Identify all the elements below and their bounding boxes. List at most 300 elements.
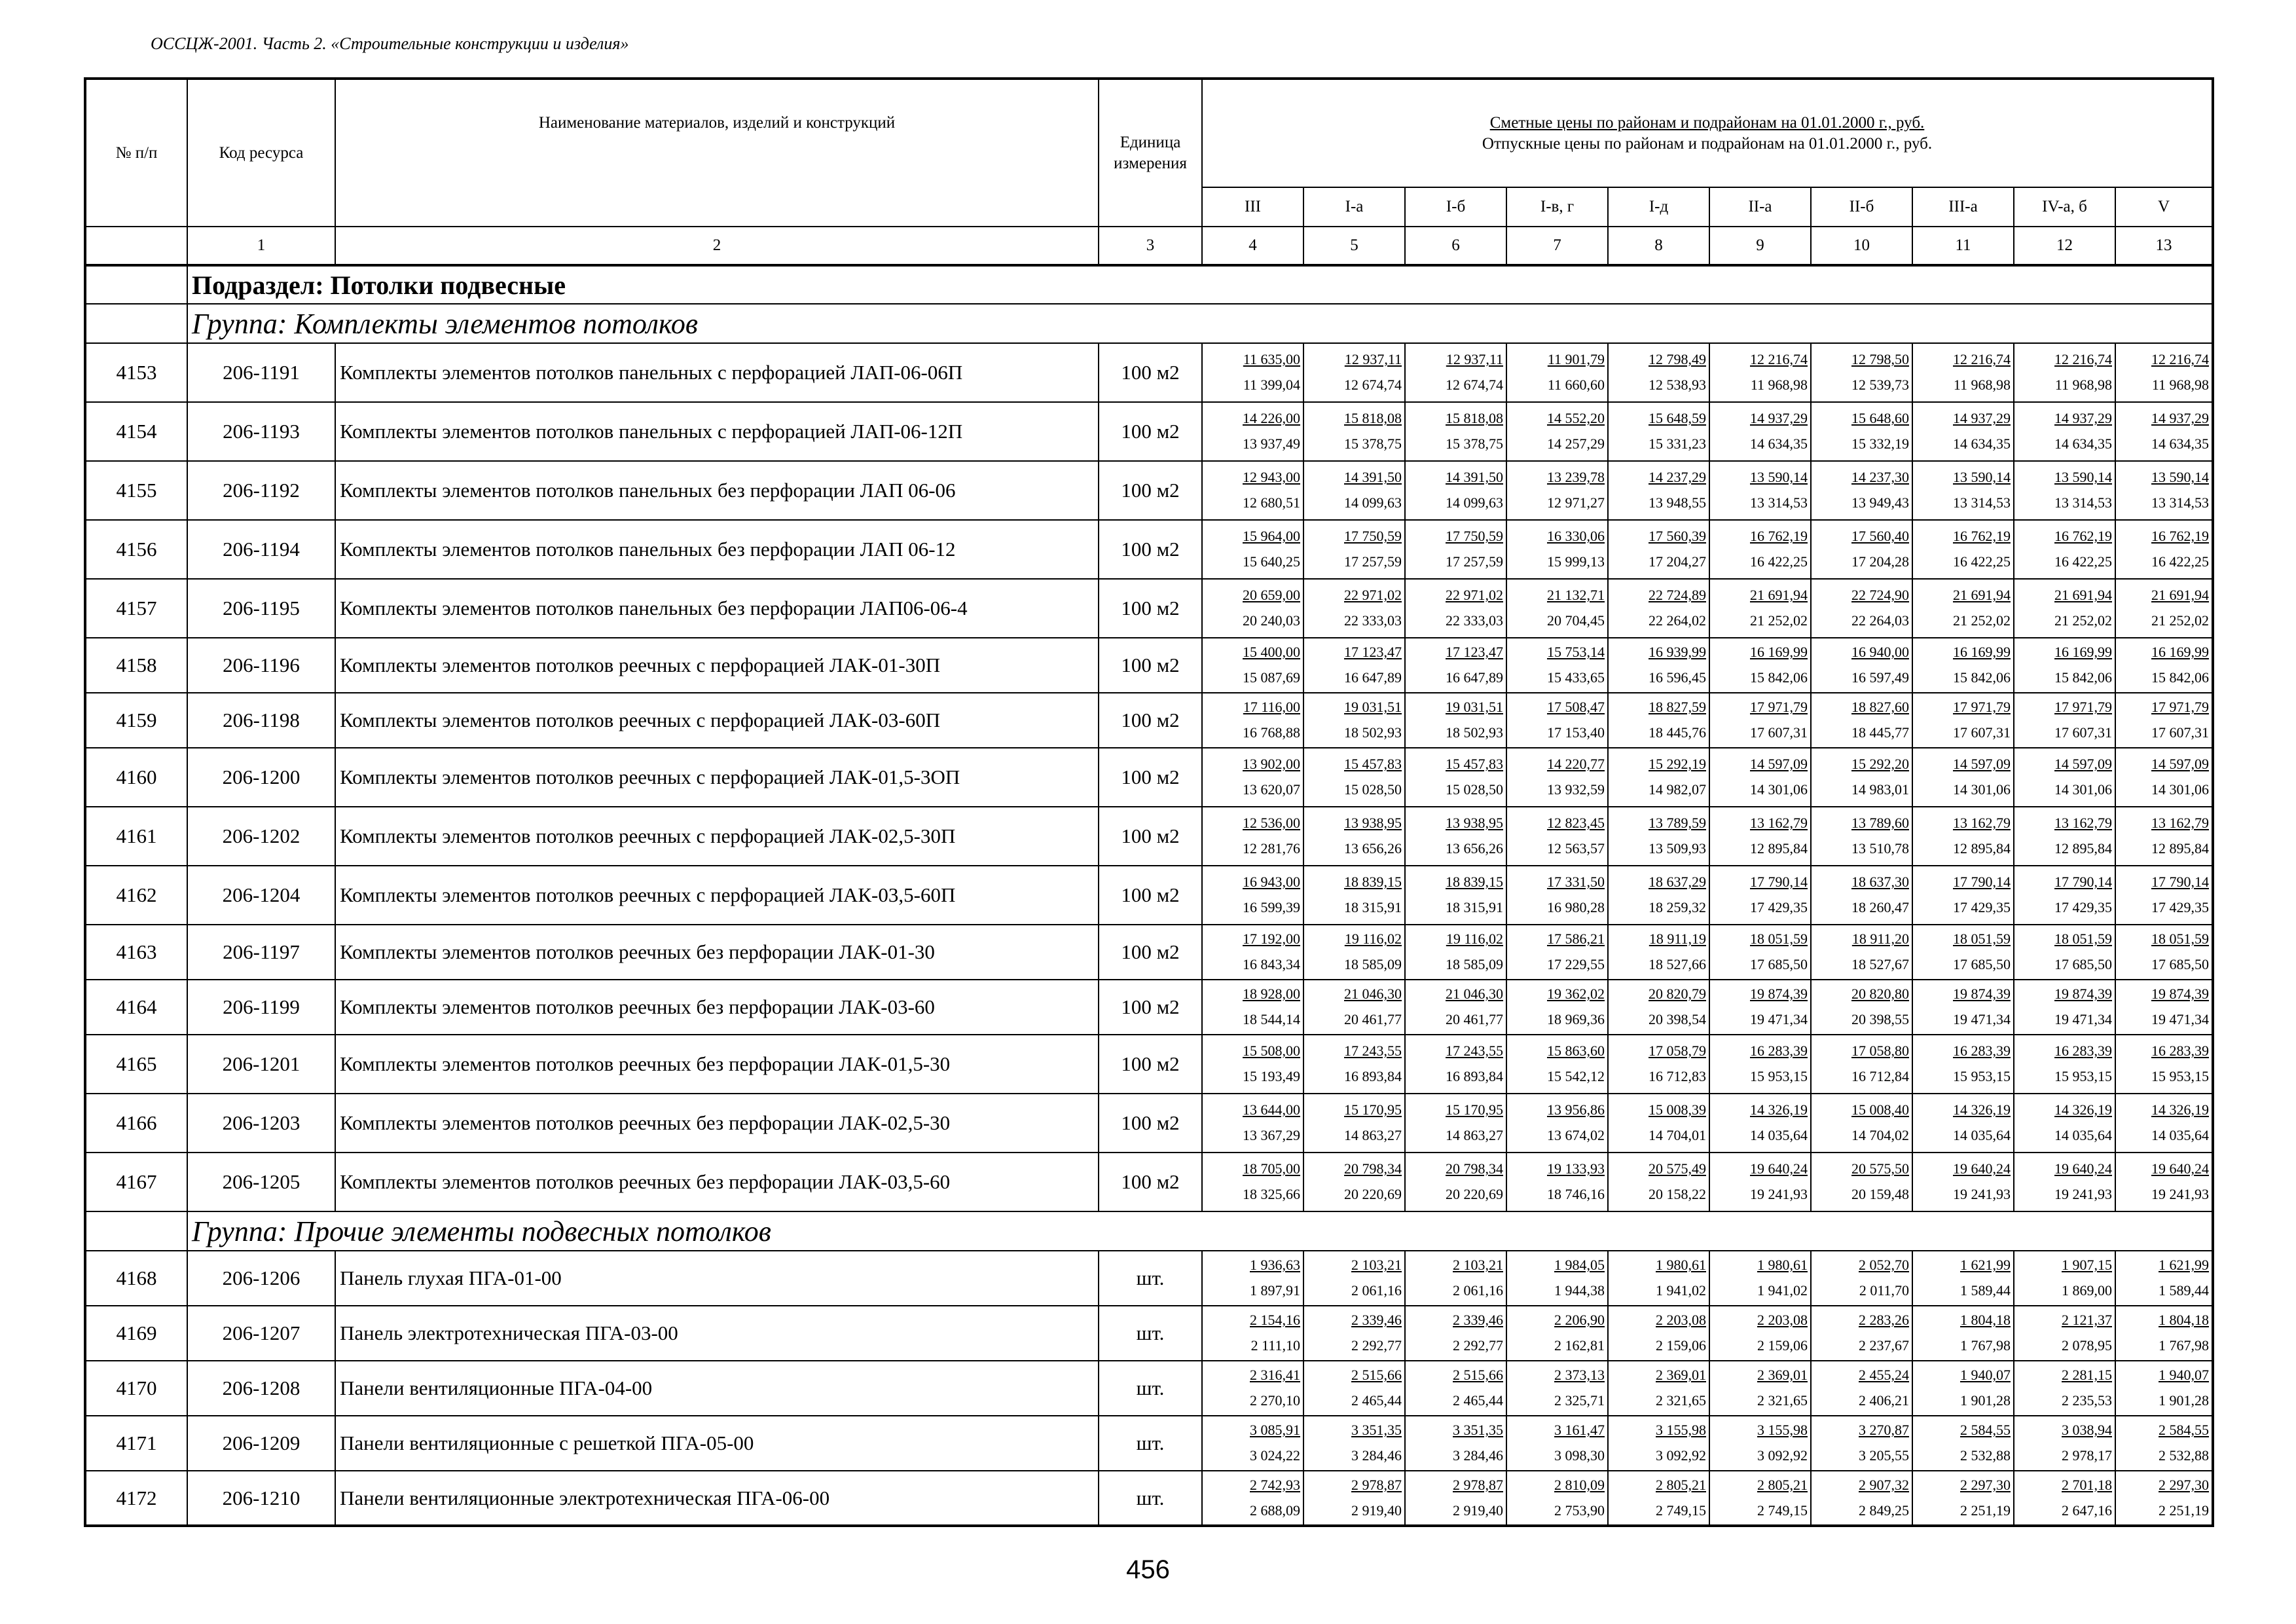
row-number: 4163 <box>85 925 187 980</box>
row-number: 4166 <box>85 1094 187 1153</box>
estimate-price: 13 644,00 <box>1243 1101 1300 1118</box>
unit-cell: 100 м2 <box>1099 980 1202 1035</box>
column-number: 9 <box>1709 227 1811 265</box>
estimate-price: 17 243,55 <box>1344 1043 1402 1060</box>
release-price: 14 035,64 <box>1953 1127 2011 1143</box>
price-cell <box>1303 1035 1405 1094</box>
estimate-price: 20 798,34 <box>1446 1160 1503 1177</box>
estimate-price: 16 283,39 <box>1953 1043 2011 1060</box>
column-number: 3 <box>1099 227 1202 265</box>
unit-cell: 100 м2 <box>1099 402 1202 461</box>
release-price: 16 647,89 <box>1446 669 1503 686</box>
release-price: 2 688,09 <box>1250 1502 1300 1519</box>
release-price: 22 264,03 <box>1851 612 1909 629</box>
price-cell <box>1506 1306 1608 1361</box>
region-header: II-б <box>1811 187 1912 227</box>
price-cell <box>1506 1153 1608 1211</box>
price-cell <box>1811 402 1912 461</box>
estimate-price: 17 971,79 <box>1953 699 2011 716</box>
row-number: 4167 <box>85 1153 187 1211</box>
estimate-price: 1 621,99 <box>1960 1257 2011 1274</box>
estimate-price: 18 839,15 <box>1446 874 1503 891</box>
estimate-price: 14 326,19 <box>1953 1101 2011 1118</box>
item-name: Комплекты элементов потолков реечных без перфорации ЛАК-02,5-30 <box>335 1094 1099 1153</box>
release-price: 20 461,77 <box>1344 1011 1402 1027</box>
row-number: 4172 <box>85 1471 187 1526</box>
release-price: 22 333,03 <box>1344 612 1402 629</box>
release-price: 1 941,02 <box>1656 1282 1706 1299</box>
price-cell <box>1709 1094 1811 1153</box>
col-header-code: Код ресурса <box>187 79 335 227</box>
table-row <box>85 579 2213 638</box>
estimate-price: 16 169,99 <box>2054 644 2112 661</box>
release-price: 19 471,34 <box>1750 1011 1808 1027</box>
price-cell <box>2115 1035 2213 1094</box>
price-cell <box>1506 343 1608 402</box>
estimate-price: 2 297,30 <box>1960 1476 2011 1493</box>
estimate-price: 19 874,39 <box>1953 986 2011 1003</box>
estimate-price: 1 936,63 <box>1250 1257 1300 1274</box>
release-price: 3 284,46 <box>1453 1447 1503 1464</box>
release-price: 2 532,88 <box>2159 1447 2210 1464</box>
table-row <box>85 980 2213 1035</box>
release-price: 1 589,44 <box>1960 1282 2011 1299</box>
estimate-price: 13 938,95 <box>1446 815 1503 832</box>
release-price: 16 596,45 <box>1649 669 1706 686</box>
estimate-price: 2 203,08 <box>1757 1312 1808 1329</box>
price-cell <box>1811 1153 1912 1211</box>
release-price: 14 301,06 <box>1953 781 2011 798</box>
estimate-price: 2 339,46 <box>1453 1312 1503 1329</box>
release-price: 14 099,63 <box>1344 494 1402 511</box>
estimate-price: 19 133,93 <box>1547 1160 1605 1177</box>
price-cell <box>1303 1094 1405 1153</box>
release-price: 16 893,84 <box>1446 1068 1503 1084</box>
price-cell <box>1506 638 1608 693</box>
price-cell <box>1405 638 1506 693</box>
column-number: 4 <box>1202 227 1303 265</box>
price-cell <box>1303 866 1405 925</box>
price-cell <box>1912 1471 2014 1526</box>
price-cell <box>1202 638 1303 693</box>
release-price: 17 685,50 <box>1750 956 1808 972</box>
price-cell <box>1912 638 2014 693</box>
price-cell <box>1912 461 2014 520</box>
estimate-price: 13 590,14 <box>1953 469 2011 486</box>
estimate-price: 12 798,50 <box>1851 351 1909 368</box>
document-header: ОССЦЖ-2001. Часть 2. «Строительные конструкции и изделия» <box>151 34 629 53</box>
price-cell <box>2014 1094 2115 1153</box>
region-header: II-а <box>1709 187 1811 227</box>
price-cell <box>1608 866 1709 925</box>
estimate-price: 2 316,41 <box>1250 1367 1300 1384</box>
price-cell <box>1303 807 1405 866</box>
release-price: 18 527,67 <box>1851 956 1909 972</box>
table-row <box>85 461 2213 520</box>
estimate-price: 1 980,61 <box>1757 1257 1808 1274</box>
release-price: 12 538,93 <box>1649 377 1706 393</box>
release-price: 15 028,50 <box>1446 781 1503 798</box>
price-cell <box>1811 1306 1912 1361</box>
estimate-price: 15 008,40 <box>1851 1101 1909 1118</box>
price-cell <box>1811 1094 1912 1153</box>
release-price: 12 680,51 <box>1243 494 1300 511</box>
price-cell <box>2014 925 2115 980</box>
estimate-price: 2 203,08 <box>1656 1312 1706 1329</box>
estimate-price: 3 085,91 <box>1250 1422 1300 1439</box>
unit-cell: 100 м2 <box>1099 1035 1202 1094</box>
price-cell <box>1912 343 2014 402</box>
estimate-price: 2 154,16 <box>1250 1312 1300 1329</box>
release-price: 2 749,15 <box>1757 1502 1808 1519</box>
unit-cell: 100 м2 <box>1099 579 1202 638</box>
release-price: 16 599,39 <box>1243 899 1300 915</box>
estimate-price: 2 373,13 <box>1554 1367 1605 1384</box>
release-price: 12 563,57 <box>1547 840 1605 857</box>
release-price: 21 252,02 <box>2151 612 2210 629</box>
price-cell <box>2014 638 2115 693</box>
price-cell <box>1202 1035 1303 1094</box>
estimate-price: 21 691,94 <box>1953 587 2011 604</box>
unit-cell: шт. <box>1099 1251 1202 1306</box>
estimate-price: 3 351,35 <box>1351 1422 1402 1439</box>
item-name: Комплекты элементов потолков реечных с перфорацией ЛАК-01,5-3ОП <box>335 748 1099 807</box>
unit-cell: шт. <box>1099 1471 1202 1526</box>
table-row <box>85 925 2213 980</box>
table-row <box>85 748 2213 807</box>
release-price: 16 712,84 <box>1851 1068 1909 1084</box>
release-price: 3 098,30 <box>1554 1447 1605 1464</box>
resource-code: 206-1210 <box>187 1471 335 1526</box>
price-cell <box>1709 1471 1811 1526</box>
estimate-price: 3 038,94 <box>2062 1422 2112 1439</box>
release-price: 15 331,23 <box>1649 435 1706 452</box>
estimate-price: 3 351,35 <box>1453 1422 1503 1439</box>
unit-cell: 100 м2 <box>1099 693 1202 748</box>
row-number: 4165 <box>85 1035 187 1094</box>
release-price: 2 292,77 <box>1351 1337 1402 1354</box>
estimate-price: 2 907,32 <box>1859 1476 1909 1493</box>
estimate-price: 18 637,30 <box>1851 874 1909 891</box>
table-row <box>85 1153 2213 1211</box>
estimate-price: 18 839,15 <box>1344 874 1402 891</box>
price-cell <box>1811 693 1912 748</box>
release-price: 18 585,09 <box>1344 956 1402 972</box>
estimate-price: 17 971,79 <box>2054 699 2112 716</box>
release-price: 18 502,93 <box>1344 724 1402 741</box>
release-price: 14 301,06 <box>2054 781 2112 798</box>
release-price: 13 510,78 <box>1851 840 1909 857</box>
price-cell <box>1202 1251 1303 1306</box>
price-cell <box>1912 1306 2014 1361</box>
release-price: 13 674,02 <box>1547 1127 1605 1143</box>
estimate-price: 15 648,59 <box>1649 410 1706 427</box>
release-price: 2 159,06 <box>1757 1337 1808 1354</box>
estimate-price: 19 362,02 <box>1547 986 1605 1003</box>
release-price: 2 321,65 <box>1656 1392 1706 1409</box>
release-price: 15 953,15 <box>2054 1068 2112 1084</box>
release-price: 18 315,91 <box>1344 899 1402 915</box>
price-cell <box>1303 748 1405 807</box>
estimate-price: 11 635,00 <box>1243 351 1300 368</box>
price-cell <box>2014 748 2115 807</box>
price-cell <box>2115 1306 2213 1361</box>
price-cell <box>1405 402 1506 461</box>
release-price: 14 634,35 <box>1750 435 1808 452</box>
table-row <box>85 1251 2213 1306</box>
price-cell <box>2014 520 2115 579</box>
item-name: Комплекты элементов потолков реечных без перфорации ЛАК-03,5-60 <box>335 1153 1099 1211</box>
estimate-price: 14 391,50 <box>1446 469 1503 486</box>
estimate-price: 15 170,95 <box>1344 1101 1402 1118</box>
estimate-price: 17 123,47 <box>1446 644 1503 661</box>
price-cell <box>1811 520 1912 579</box>
release-price: 2 325,71 <box>1554 1392 1605 1409</box>
release-price: 13 314,53 <box>2151 494 2210 511</box>
release-price: 13 949,43 <box>1851 494 1909 511</box>
release-price: 13 932,59 <box>1547 781 1605 798</box>
estimate-price: 16 943,00 <box>1243 874 1300 891</box>
price-cell <box>2014 579 2115 638</box>
estimate-price: 1 804,18 <box>2159 1312 2210 1329</box>
price-cell <box>1912 866 2014 925</box>
estimate-price: 13 162,79 <box>2151 815 2210 832</box>
estimate-price: 1 907,15 <box>2062 1257 2112 1274</box>
estimate-price: 15 508,00 <box>1243 1043 1300 1060</box>
release-price: 18 746,16 <box>1547 1186 1605 1202</box>
price-cell <box>1506 925 1608 980</box>
item-name: Комплекты элементов потолков реечных без перфорации ЛАК-01-30 <box>335 925 1099 980</box>
table-row <box>85 866 2213 925</box>
price-cell <box>1912 402 2014 461</box>
price-cell <box>1811 925 1912 980</box>
estimate-price: 14 597,09 <box>2151 756 2210 773</box>
release-price: 20 240,03 <box>1243 612 1300 629</box>
release-price: 15 842,06 <box>1750 669 1808 686</box>
release-price: 15 999,13 <box>1547 553 1605 570</box>
release-price: 20 461,77 <box>1446 1011 1503 1027</box>
release-price: 15 028,50 <box>1344 781 1402 798</box>
price-cell <box>1506 693 1608 748</box>
price-cell <box>1303 520 1405 579</box>
release-price: 18 502,93 <box>1446 724 1503 741</box>
release-price: 16 843,34 <box>1243 956 1300 972</box>
prices-estimate-heading: Сметные цены по районам и подрайонам на 01.01.2000 г., руб. <box>1489 114 1925 132</box>
estimate-price: 2 978,87 <box>1351 1476 1402 1493</box>
estimate-price: 16 330,06 <box>1547 528 1605 545</box>
price-cell <box>1811 461 1912 520</box>
unit-cell: 100 м2 <box>1099 748 1202 807</box>
price-cell <box>2115 1361 2213 1416</box>
release-price: 2 849,25 <box>1859 1502 1909 1519</box>
price-cell <box>2115 1471 2213 1526</box>
estimate-price: 15 818,08 <box>1446 410 1503 427</box>
resource-code: 206-1199 <box>187 980 335 1035</box>
column-number: 5 <box>1303 227 1405 265</box>
release-price: 17 257,59 <box>1446 553 1503 570</box>
item-name: Панели вентиляционные с решеткой ПГА-05-00 <box>335 1416 1099 1471</box>
group-row <box>85 1211 2213 1251</box>
estimate-price: 16 940,00 <box>1851 644 1909 661</box>
release-price: 17 153,40 <box>1547 724 1605 741</box>
price-cell <box>1608 1035 1709 1094</box>
estimate-price: 14 226,00 <box>1243 410 1300 427</box>
price-cell <box>1202 343 1303 402</box>
price-cell <box>1202 748 1303 807</box>
price-cell <box>1303 579 1405 638</box>
estimate-price: 12 216,74 <box>1953 351 2011 368</box>
release-price: 15 378,75 <box>1446 435 1503 452</box>
column-number: 13 <box>2115 227 2213 265</box>
release-price: 14 035,64 <box>2054 1127 2112 1143</box>
estimate-price: 20 575,50 <box>1851 1160 1909 1177</box>
price-cell <box>1709 866 1811 925</box>
price-cell <box>1405 1416 1506 1471</box>
estimate-price: 22 724,89 <box>1649 587 1706 604</box>
price-cell <box>1405 1251 1506 1306</box>
release-price: 18 969,36 <box>1547 1011 1605 1027</box>
release-price: 2 235,53 <box>2062 1392 2112 1409</box>
price-cell <box>1811 748 1912 807</box>
price-cell <box>1709 980 1811 1035</box>
release-price: 14 035,64 <box>2151 1127 2210 1143</box>
estimate-price: 13 590,14 <box>2054 469 2112 486</box>
table-row <box>85 1094 2213 1153</box>
group-title: Группа: Прочие элементы подвесных потолков <box>187 1211 2213 1251</box>
estimate-price: 17 790,14 <box>2054 874 2112 891</box>
col-header-unit: Единица измерения <box>1099 79 1202 227</box>
price-cell <box>1405 1035 1506 1094</box>
release-price: 13 620,07 <box>1243 781 1300 798</box>
release-price: 20 158,22 <box>1649 1186 1706 1202</box>
release-price: 17 429,35 <box>1953 899 2011 915</box>
release-price: 2 011,70 <box>1859 1282 1909 1299</box>
release-price: 19 471,34 <box>2151 1011 2210 1027</box>
price-cell <box>1303 1361 1405 1416</box>
column-number: 7 <box>1506 227 1608 265</box>
price-cell <box>1405 343 1506 402</box>
subsection-row <box>85 265 2213 304</box>
region-header: IV-а, б <box>2014 187 2115 227</box>
estimate-price: 20 659,00 <box>1243 587 1300 604</box>
price-cell <box>1202 1153 1303 1211</box>
release-price: 14 983,01 <box>1851 781 1909 798</box>
row-number: 4164 <box>85 980 187 1035</box>
estimate-price: 16 169,99 <box>1750 644 1808 661</box>
estimate-price: 17 116,00 <box>1243 699 1300 716</box>
release-price: 2 251,19 <box>2159 1502 2210 1519</box>
release-price: 2 532,88 <box>1960 1447 2011 1464</box>
release-price: 2 270,10 <box>1250 1392 1300 1409</box>
estimate-price: 15 008,39 <box>1649 1101 1706 1118</box>
release-price: 20 220,69 <box>1344 1186 1402 1202</box>
release-price: 2 406,21 <box>1859 1392 1909 1409</box>
row-number: 4157 <box>85 579 187 638</box>
col-header-no: № п/п <box>85 79 187 227</box>
release-price: 21 252,02 <box>1750 612 1808 629</box>
release-price: 15 378,75 <box>1344 435 1402 452</box>
table-row <box>85 1035 2213 1094</box>
price-cell <box>1709 1306 1811 1361</box>
estimate-price: 17 058,80 <box>1851 1043 1909 1060</box>
estimate-price: 15 648,60 <box>1851 410 1909 427</box>
price-cell <box>1303 1251 1405 1306</box>
release-price: 1 897,91 <box>1250 1282 1300 1299</box>
price-cell <box>1709 748 1811 807</box>
release-price: 14 982,07 <box>1649 781 1706 798</box>
price-cell <box>1405 461 1506 520</box>
release-price: 12 895,84 <box>1750 840 1808 857</box>
estimate-price: 14 326,19 <box>2054 1101 2112 1118</box>
table-row <box>85 1306 2213 1361</box>
estimate-price: 14 237,30 <box>1851 469 1909 486</box>
estimate-price: 14 937,29 <box>1750 410 1808 427</box>
resource-code: 206-1200 <box>187 748 335 807</box>
release-price: 14 863,27 <box>1344 1127 1402 1143</box>
row-number: 4158 <box>85 638 187 693</box>
group-spacer <box>85 304 187 343</box>
estimate-price: 12 216,74 <box>1750 351 1808 368</box>
price-cell <box>2115 638 2213 693</box>
release-price: 14 634,35 <box>2151 435 2210 452</box>
release-price: 2 919,40 <box>1351 1502 1402 1519</box>
price-cell <box>1405 1361 1506 1416</box>
price-cell <box>1303 980 1405 1035</box>
release-price: 13 314,53 <box>1750 494 1808 511</box>
price-cell <box>1405 1306 1506 1361</box>
item-name: Комплекты элементов потолков панельных без перфорации ЛАП 06-12 <box>335 520 1099 579</box>
release-price: 15 842,06 <box>2054 669 2112 686</box>
item-name: Комплекты элементов потолков реечных с перфорацией ЛАК-01-30П <box>335 638 1099 693</box>
price-cell <box>1608 461 1709 520</box>
estimate-price: 16 762,19 <box>1953 528 2011 545</box>
price-cell <box>1405 980 1506 1035</box>
release-price: 15 842,06 <box>2151 669 2210 686</box>
header-row-1 <box>85 79 2213 187</box>
release-price: 17 429,35 <box>2054 899 2112 915</box>
estimate-price: 19 116,02 <box>1446 931 1503 948</box>
table-row <box>85 638 2213 693</box>
release-price: 12 674,74 <box>1344 377 1402 393</box>
estimate-price: 16 762,19 <box>2151 528 2210 545</box>
price-cell <box>2014 866 2115 925</box>
resource-code: 206-1191 <box>187 343 335 402</box>
price-cell <box>1506 579 1608 638</box>
price-cell <box>1608 807 1709 866</box>
price-cell <box>1506 461 1608 520</box>
region-header: I-в, г <box>1506 187 1608 227</box>
unit-cell: 100 м2 <box>1099 925 1202 980</box>
row-number: 4154 <box>85 402 187 461</box>
item-name: Комплекты элементов потолков реечных с перфорацией ЛАК-02,5-30П <box>335 807 1099 866</box>
estimate-price: 17 750,59 <box>1344 528 1402 545</box>
column-number: 6 <box>1405 227 1506 265</box>
release-price: 2 321,65 <box>1757 1392 1808 1409</box>
item-name: Комплекты элементов потолков реечных с перфорацией ЛАК-03-60П <box>335 693 1099 748</box>
price-cell <box>1202 1306 1303 1361</box>
price-cell <box>1709 807 1811 866</box>
estimate-price: 16 762,19 <box>2054 528 2112 545</box>
estimate-price: 13 590,14 <box>2151 469 2210 486</box>
price-cell <box>1608 1306 1709 1361</box>
release-price: 2 749,15 <box>1656 1502 1706 1519</box>
estimate-price: 2 584,55 <box>2159 1422 2210 1439</box>
price-cell <box>2115 1153 2213 1211</box>
release-price: 12 895,84 <box>1953 840 2011 857</box>
unit-cell: шт. <box>1099 1416 1202 1471</box>
item-name: Комплекты элементов потолков панельных с перфорацией ЛАП-06-06П <box>335 343 1099 402</box>
estimate-price: 14 237,29 <box>1649 469 1706 486</box>
